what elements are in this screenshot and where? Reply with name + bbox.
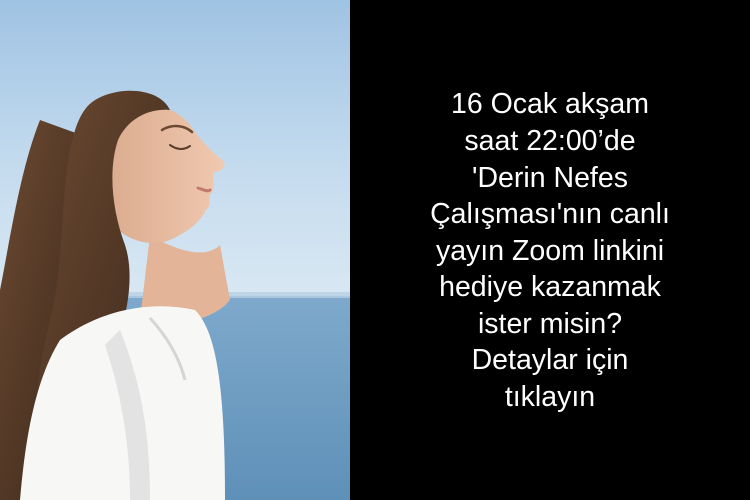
message-line-event-name-cont: Çalışması'nın canlı: [430, 198, 670, 231]
message-panel[interactable]: [350, 0, 750, 500]
photo-illustration: [0, 0, 350, 500]
message-line-date: 16 Ocak akşam: [451, 88, 649, 121]
message-line-details: Detaylar için: [471, 344, 629, 377]
message-line-click[interactable]: tıklayın: [504, 381, 596, 414]
message-line-gift: hediye kazanmak: [439, 271, 661, 304]
message-line-time: saat 22:00’de: [464, 124, 636, 157]
woman-breathing-photo: [0, 0, 350, 500]
message-line-event-name: 'Derin Nefes: [472, 161, 628, 194]
promo-message[interactable]: [360, 84, 740, 415]
message-line-question: ister misin?: [477, 307, 623, 340]
message-line-zoom: yayın Zoom linkini: [435, 234, 665, 267]
